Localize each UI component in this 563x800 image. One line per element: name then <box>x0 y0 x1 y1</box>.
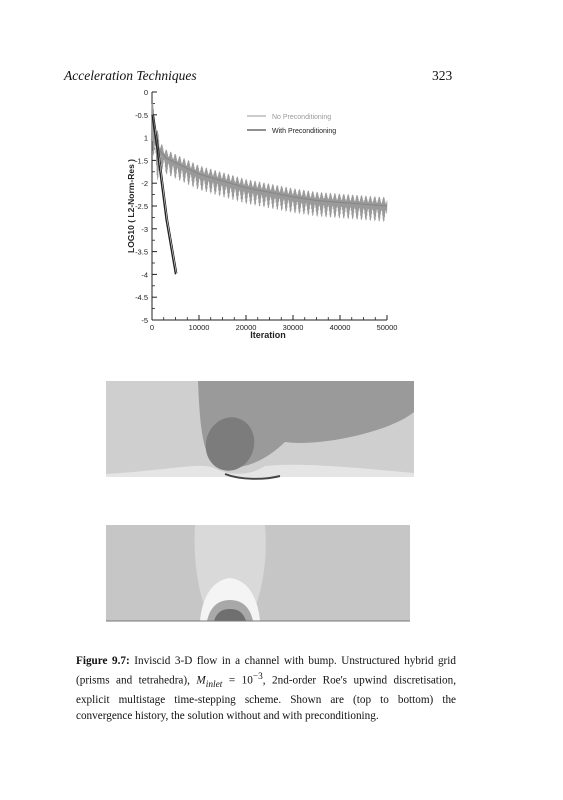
y-tick-label: -5 <box>141 316 148 325</box>
y-tick-label: -1.5 <box>135 156 148 166</box>
caption-text-1: Inviscid 3-D flow in a channel with bump. Unstructured hybrid grid (prisms and tetrahedra), <box>76 655 456 687</box>
y-tick-label: -3.5 <box>135 247 148 257</box>
figure-label: Figure 9.7: <box>76 655 130 667</box>
contour-plot-with-preconditioning <box>106 525 410 621</box>
y-axis-label: LOG10 ( L2-Norm-Res ) <box>126 159 136 253</box>
y-tick-label: -3 <box>141 224 148 234</box>
chart-legend <box>247 114 336 135</box>
y-tick-label: -2.5 <box>135 202 148 211</box>
y-tick-label: -4 <box>141 270 148 280</box>
page-number: 323 <box>432 68 453 83</box>
caption-text-3: , 2nd-order Roe's upwind discretisation, explicit multistage time-stepping scheme. Shown are (top to bottom) the convergence history, the solution without and with preconditioning. <box>76 674 456 722</box>
legend-label: With Preconditioning <box>272 128 337 135</box>
running-title: Acceleration Techniques <box>64 68 197 83</box>
mach-subscript: inlet <box>205 679 223 690</box>
x-tick-label: 40000 <box>329 323 351 332</box>
series-no-preconditioning <box>152 103 387 222</box>
legend-label: No Preconditioning <box>272 114 332 121</box>
y-tick-label: 1 <box>143 133 148 143</box>
series-with-preconditioning-trace <box>154 114 178 274</box>
y-tick-label: -2 <box>141 179 148 189</box>
mach-symbol: M <box>196 674 206 687</box>
chart-series <box>152 103 387 274</box>
x-tick-label: 0 <box>149 323 155 332</box>
contour-plot-without-preconditioning <box>106 381 414 479</box>
caption-text-2: = 10 <box>222 674 253 687</box>
mach-exponent: −3 <box>252 671 263 682</box>
y-tick-label: -0.5 <box>135 110 148 120</box>
figure-caption <box>76 654 456 724</box>
series-no-preconditioning-mean <box>152 115 387 206</box>
y-tick-label: 0 <box>143 88 148 97</box>
x-tick-label: 20000 <box>235 323 257 332</box>
series-with-preconditioning <box>152 115 176 275</box>
x-tick-label: 30000 <box>282 323 304 332</box>
x-tick-label: 50000 <box>376 323 398 332</box>
y-tick-label: -4.5 <box>135 293 148 303</box>
x-axis-label: Iteration <box>250 330 286 340</box>
x-tick-label: 10000 <box>188 323 210 332</box>
